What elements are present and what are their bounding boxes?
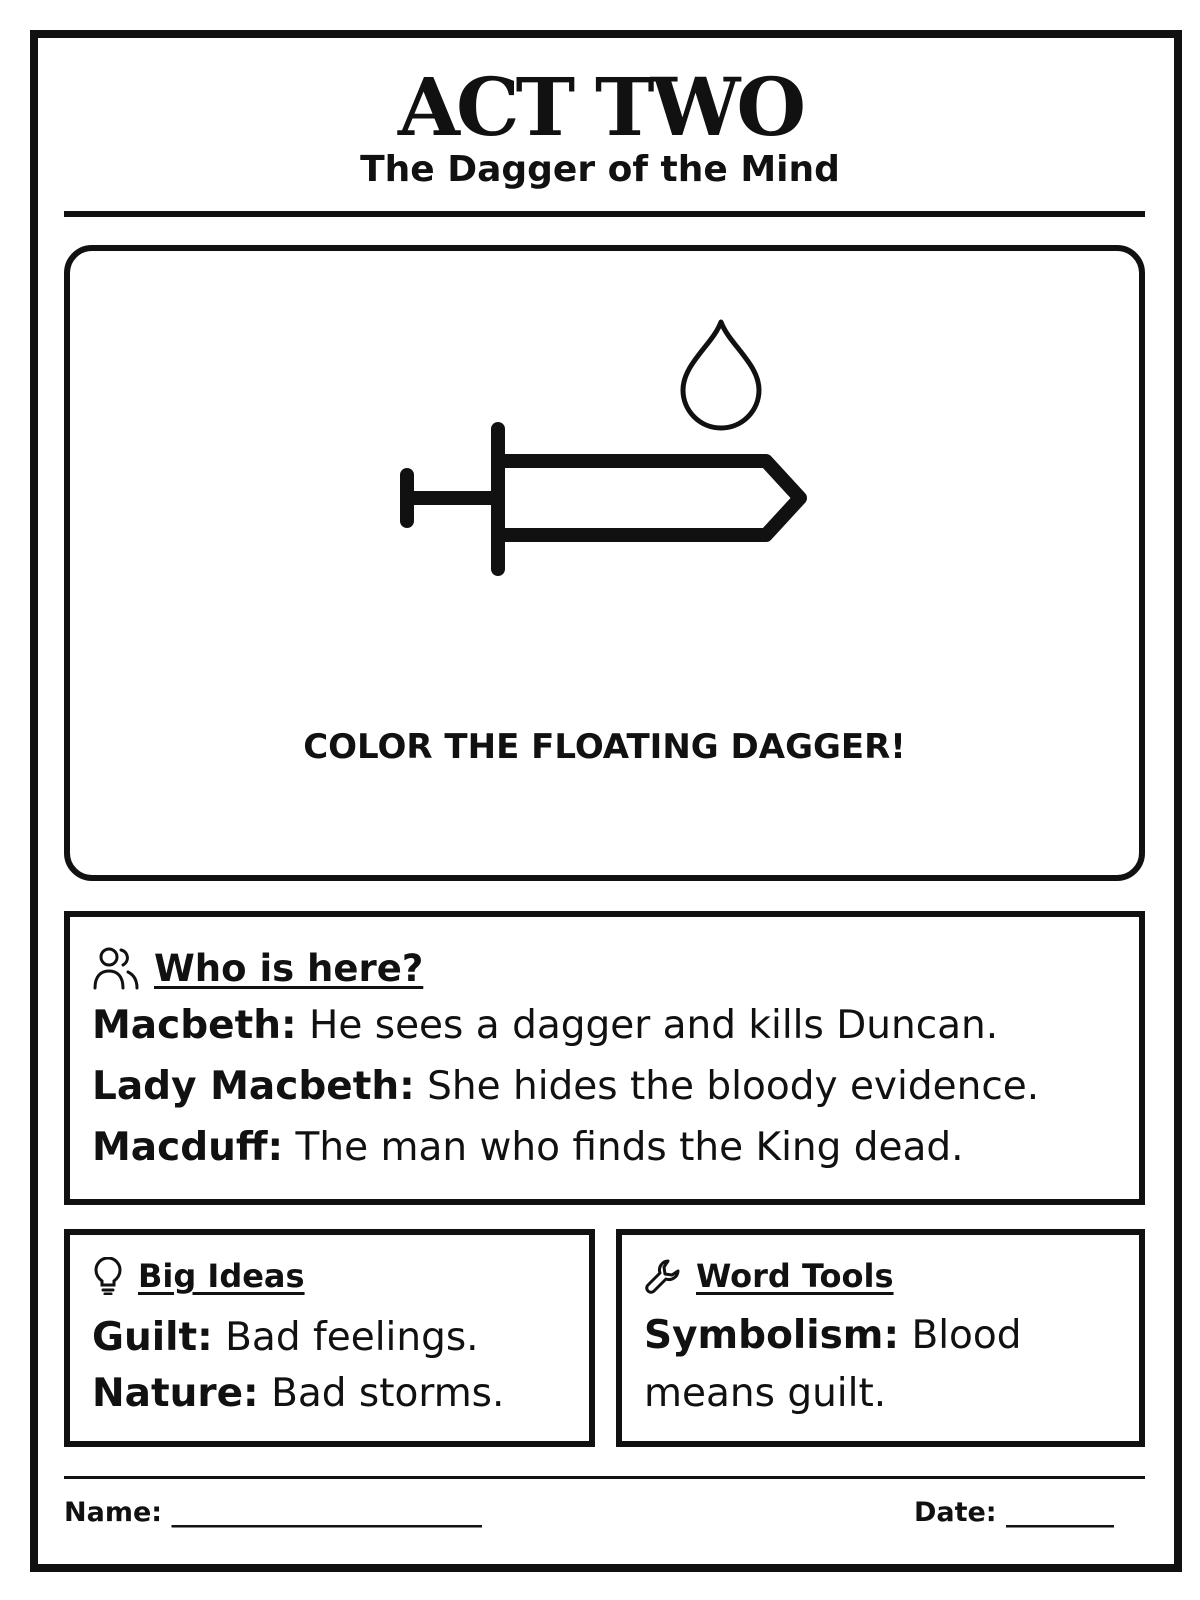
footer-divider [64, 1476, 1145, 1479]
dagger-icon [407, 429, 800, 569]
coloring-panel [64, 245, 1145, 881]
idea-entry [92, 1315, 577, 1361]
character-description: The man who finds the King dead. [295, 1125, 964, 1170]
idea-name: Nature: [92, 1371, 259, 1416]
word-tools-header [644, 1257, 894, 1295]
blood-drop-icon [683, 322, 759, 428]
coloring-illustration [70, 251, 1139, 875]
name-field: Name: _______________________ [64, 1497, 482, 1528]
character-name: Macduff: [92, 1125, 284, 1170]
who-is-here-panel [64, 911, 1145, 1205]
big-ideas-header [92, 1257, 305, 1295]
tool-name: Symbolism: [644, 1313, 900, 1358]
page-subtitle: The Dagger of the Mind [360, 149, 840, 190]
idea-name: Guilt: [92, 1315, 213, 1360]
word-tools-title: Word Tools [696, 1257, 894, 1295]
big-ideas-title: Big Ideas [138, 1257, 305, 1295]
header-divider [64, 211, 1145, 217]
character-entry [92, 1064, 1127, 1110]
character-description: She hides the bloody evidence. [427, 1064, 1040, 1109]
idea-description: Bad feelings. [225, 1315, 479, 1360]
tool-entry [644, 1307, 1117, 1423]
page-title: ACT TWO [397, 60, 803, 154]
word-tools-panel [616, 1229, 1145, 1447]
people-icon [92, 945, 140, 991]
coloring-instruction: COLOR THE FLOATING DAGGER! [303, 727, 906, 767]
character-entry [92, 1125, 1127, 1171]
date-field: Date: ________ [913, 1497, 1114, 1528]
character-name: Lady Macbeth: [92, 1064, 415, 1109]
tool-description: Blood means guilt. [644, 1313, 1022, 1416]
idea-entry [92, 1371, 577, 1417]
wrench-icon [644, 1257, 682, 1295]
character-name: Macbeth: [92, 1003, 297, 1048]
who-is-here-title: Who is here? [154, 946, 424, 990]
idea-description: Bad storms. [271, 1371, 505, 1416]
lightbulb-icon [92, 1257, 124, 1295]
who-is-here-header [92, 945, 423, 991]
character-description: He sees a dagger and kills Duncan. [309, 1003, 999, 1048]
big-ideas-panel [64, 1229, 595, 1447]
character-entry [92, 1003, 1127, 1049]
